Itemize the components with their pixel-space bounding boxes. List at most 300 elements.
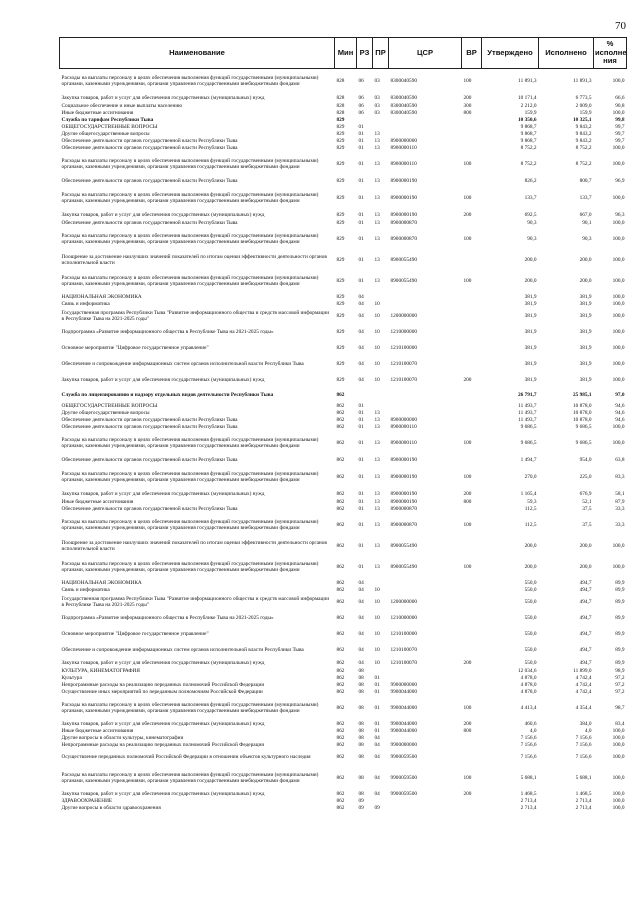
row-min: 862: [336, 402, 345, 409]
row-pct: 87,9: [615, 498, 625, 505]
row-min: 862: [336, 681, 345, 688]
row-approved: 381,9: [524, 312, 537, 319]
row-vr: 100: [463, 774, 472, 781]
table-row: [60, 555, 627, 580]
row-approved: 550,0: [524, 631, 537, 638]
row-pr: 10: [374, 647, 380, 654]
row-pct: 99,7: [615, 123, 625, 130]
row-csr: 8900000870: [390, 521, 417, 528]
row-approved: 8 752,2: [520, 160, 537, 167]
row-approved: 133,7: [524, 194, 537, 201]
row-name: ЗДРАВООХРАНЕНИЕ: [61, 797, 113, 804]
table-row: [60, 643, 627, 659]
row-approved: 9 868,7: [520, 137, 537, 144]
row-name: Обеспечение деятельности органов государственной власти Республики Тыва: [61, 423, 238, 430]
row-min: 862: [336, 416, 345, 423]
table-row: [60, 431, 627, 456]
row-pr: 13: [374, 177, 380, 184]
row-name: Основное мероприятие "Цифровое государственное управление": [61, 631, 209, 638]
row-executed: 381,9: [579, 329, 592, 336]
row-name: Закупка товаров, работ и услуг для обеспечения государственных (муниципальных) нужд: [61, 211, 265, 218]
table-row: [60, 766, 627, 791]
row-csr: [389, 403, 462, 410]
row-pct: 99,7: [615, 130, 625, 137]
row-pr: 13: [374, 439, 380, 446]
row-executed: 4 742,4: [575, 674, 592, 681]
row-pr: 13: [374, 219, 380, 226]
row-csr: 8900055490: [390, 277, 417, 284]
row-executed: 90,1: [582, 219, 592, 226]
row-min: 829: [336, 235, 345, 242]
table-row: [60, 145, 627, 152]
row-csr: 1210000000: [390, 329, 417, 336]
row-csr: 1210100000: [390, 631, 417, 638]
table-row: [60, 538, 627, 555]
row-vr: 100: [463, 704, 472, 711]
row-min: 862: [336, 647, 345, 654]
row-vr: [462, 301, 482, 308]
row-name: Закупка товаров, работ и услуг для обеспечения государственных (муниципальных) нужд: [61, 94, 265, 101]
row-name: ОБЩЕГОСУДАРСТВЕННЫЕ ВОПРОСЫ: [61, 123, 158, 130]
row-executed: 4 354,4: [575, 704, 592, 711]
row-pct: 99,8: [615, 116, 625, 123]
row-vr: [462, 389, 482, 403]
row-executed: 133,7: [579, 194, 592, 201]
row-pr: 10: [374, 659, 380, 666]
table-row: [60, 513, 627, 538]
row-executed: 225,0: [579, 473, 592, 480]
row-pr: 04: [374, 753, 380, 760]
row-vr: 200: [463, 490, 472, 497]
row-rz: 04: [358, 647, 364, 654]
row-pr: 13: [374, 409, 380, 416]
row-pct: 89,9: [615, 659, 625, 666]
row-csr: 8900000110: [390, 423, 417, 430]
table-row: [60, 177, 627, 186]
row-approved: 9 868,7: [520, 123, 537, 130]
row-vr: [462, 131, 482, 138]
row-pct: 97,0: [615, 392, 625, 399]
row-vr: [462, 145, 482, 152]
row-vr: [462, 735, 482, 742]
row-approved: 5 688,1: [520, 774, 537, 781]
row-csr: 9900000000: [390, 681, 417, 688]
row-executed: 494,7: [579, 579, 592, 586]
row-approved: 112,5: [524, 505, 537, 512]
row-min: 829: [336, 219, 345, 226]
row-min: 862: [336, 579, 345, 586]
table-row: [60, 403, 627, 410]
row-approved: 90,3: [527, 235, 537, 242]
row-vr: [462, 117, 482, 124]
row-pr: 10: [374, 586, 380, 593]
row-pct: 100,0: [612, 235, 625, 242]
row-approved: 826,2: [524, 177, 537, 184]
row-pr: 04: [374, 790, 380, 797]
row-pr: 04: [374, 734, 380, 741]
row-pr: 03: [374, 109, 380, 116]
row-csr: 8900000110: [390, 439, 417, 446]
row-vr: 100: [463, 194, 472, 201]
row-vr: 800: [463, 498, 472, 505]
row-executed: 9 686,5: [575, 423, 592, 430]
row-vr: [462, 308, 482, 325]
row-pct: 89,9: [615, 598, 625, 605]
table-row: [60, 410, 627, 417]
row-vr: [462, 294, 482, 301]
row-pct: 99,7: [615, 137, 625, 144]
row-rz: 01: [358, 219, 364, 226]
row-pct: 94,6: [615, 402, 625, 409]
row-csr: 8300040590: [390, 94, 417, 101]
row-executed: 4 742,4: [575, 688, 592, 695]
row-pct: 100,0: [612, 727, 625, 734]
row-csr: 8900000190: [390, 473, 417, 480]
table-row: [60, 325, 627, 341]
row-csr: 9900059500: [390, 753, 417, 760]
row-rz: 08: [358, 790, 364, 797]
row-name: КУЛЬТУРА, КИНЕМАТОГРАФИЯ: [61, 667, 140, 674]
row-rz: 08: [358, 734, 364, 741]
row-vr: [462, 138, 482, 145]
row-min: 829: [336, 377, 345, 384]
row-approved: 200,0: [524, 542, 537, 549]
row-min: 828: [336, 94, 345, 101]
row-vr: [462, 627, 482, 643]
row-approved: 4 878,0: [520, 674, 537, 681]
row-rz: 01: [358, 409, 364, 416]
row-name: Другие вопросы в области здравоохранения: [61, 804, 161, 811]
row-vr: 100: [463, 160, 472, 167]
row-approved: 7 156,6: [520, 734, 537, 741]
row-pct: 100,0: [612, 300, 625, 307]
row-pr: 10: [374, 361, 380, 368]
row-pr: 10: [374, 312, 380, 319]
row-rz: 01: [358, 277, 364, 284]
row-pct: 100,0: [612, 144, 625, 151]
row-csr: 8900000000: [390, 416, 417, 423]
row-pct: 100,0: [612, 277, 625, 284]
row-name: Расходы на выплаты персоналу в целях обеспечения выполнения функций государственными (муниципальными) органами, казенными учреждениями, органами управления государственными внебюджетными фондами: [61, 191, 319, 204]
row-pct: 94,6: [615, 416, 625, 423]
row-approved: 10 171,4: [517, 94, 537, 101]
row-approved: 381,9: [524, 377, 537, 384]
row-min: 829: [336, 293, 345, 300]
header-approved: Утверждено: [482, 38, 539, 69]
row-vr: [462, 357, 482, 373]
row-rz: 01: [358, 498, 364, 505]
row-approved: 550,0: [524, 615, 537, 622]
table-row: [60, 749, 627, 766]
row-name: Закупка товаров, работ и услуг для обеспечения государственных (муниципальных) нужд: [61, 720, 265, 727]
page-number: 70: [615, 20, 626, 32]
row-name: Культура: [61, 674, 82, 681]
row-name: Закупка товаров, работ и услуг для обеспечения государственных (муниципальных) нужд: [61, 490, 265, 497]
row-min: 862: [336, 631, 345, 638]
row-csr: 9900044000: [390, 688, 417, 695]
row-name: Иные бюджетные ассигнования: [61, 498, 134, 505]
table-row: [60, 220, 627, 227]
row-pr: 01: [374, 720, 380, 727]
row-name: Поощрение за достижение наилучших значений показателей по итогам оценки эффективности деятельности органов исполнительной власти: [61, 253, 327, 266]
row-min: 829: [336, 277, 345, 284]
table-row: [60, 124, 627, 131]
row-pr: 01: [374, 727, 380, 734]
header-csr: ЦСР: [389, 38, 462, 69]
table-row: [60, 294, 627, 301]
row-name: Расходы на выплаты персоналу в целях обеспечения выполнения функций государственными (муниципальными) органами, казенными учреждениями, органами управления государственными внебюджетными фондами: [61, 701, 319, 714]
row-min: 829: [336, 194, 345, 201]
table-row: [60, 341, 627, 357]
row-pct: 100,0: [612, 219, 625, 226]
row-name: НАЦИОНАЛЬНАЯ ЭКОНОМИКА: [61, 293, 142, 300]
row-pct: 100,0: [612, 797, 625, 804]
row-pr: [373, 668, 389, 675]
budget-table: [59, 37, 627, 812]
row-csr: 9900000000: [390, 741, 417, 748]
row-approved: 200,0: [524, 256, 537, 263]
row-rz: 01: [358, 256, 364, 263]
row-pr: 04: [374, 741, 380, 748]
row-min: 829: [336, 256, 345, 263]
row-approved: 550,0: [524, 579, 537, 586]
row-name: Обеспечение и сопровождение информационных систем органов исполнительной власти Республики Тыва: [61, 647, 304, 654]
row-pct: 100,0: [612, 329, 625, 336]
row-csr: 8900055490: [390, 542, 417, 549]
table-row: [60, 269, 627, 294]
row-name: Иные бюджетные ассигнования: [61, 109, 134, 116]
row-csr: 8900000190: [390, 177, 417, 184]
row-name: Расходы на выплаты персоналу в целях обеспечения выполнения функций государственными (муниципальными) органами, казенными учреждениями, органами управления государственными внебюджетными фондами: [61, 518, 319, 531]
row-pr: 10: [374, 631, 380, 638]
row-rz: 01: [358, 194, 364, 201]
table-row: [60, 682, 627, 689]
row-rz: 08: [358, 681, 364, 688]
row-min: 862: [336, 598, 345, 605]
row-vr: [462, 682, 482, 689]
row-rz: 08: [358, 674, 364, 681]
row-pr: [373, 117, 389, 124]
row-name: Обеспечение деятельности органов государственной власти Республики Тыва: [61, 144, 238, 151]
row-rz: 01: [358, 439, 364, 446]
row-vr: [462, 749, 482, 766]
row-rz: 04: [358, 345, 364, 352]
row-rz: 04: [358, 293, 364, 300]
table-row: [60, 805, 627, 812]
row-min: 862: [336, 704, 345, 711]
table-row: [60, 611, 627, 627]
row-executed: 494,7: [579, 598, 592, 605]
row-name: Государственная программа Республики Тыва "Развитие информационного общества и средств массовой информации в Республике Тыва на 2021-2025 годы": [61, 309, 330, 322]
row-name: Другие вопросы в области культуры, кинематографии: [61, 734, 184, 741]
row-executed: 8 752,2: [575, 144, 592, 151]
row-pr: 01: [374, 674, 380, 681]
row-pr: 10: [374, 300, 380, 307]
row-rz: 06: [358, 78, 364, 85]
row-csr: [389, 668, 462, 675]
row-approved: 9 868,7: [520, 130, 537, 137]
row-approved: 1 165,4: [520, 490, 537, 497]
row-name: Обеспечение деятельности органов государственной власти Республики Тыва: [61, 456, 238, 463]
row-csr: 8900000190: [390, 194, 417, 201]
row-name: Закупка товаров, работ и услуг для обеспечения государственных (муниципальных) нужд: [61, 659, 265, 666]
row-rz: 01: [358, 235, 364, 242]
row-rz: 04: [358, 377, 364, 384]
row-csr: 8900000000: [390, 137, 417, 144]
row-executed: 4 742,4: [575, 681, 592, 688]
row-vr: 200: [463, 790, 472, 797]
table-row: [60, 721, 627, 728]
row-approved: 381,9: [524, 329, 537, 336]
row-csr: 8300040590: [390, 78, 417, 85]
row-pr: 13: [374, 563, 380, 570]
header-name: Наименование: [60, 38, 335, 69]
row-vr: [462, 611, 482, 627]
row-min: 862: [336, 667, 345, 674]
row-csr: [389, 301, 462, 308]
row-rz: 01: [358, 490, 364, 497]
row-rz: 08: [358, 720, 364, 727]
row-pr: 13: [374, 473, 380, 480]
row-min: 829: [336, 130, 345, 137]
row-csr: 8900000870: [390, 219, 417, 226]
row-vr: [462, 587, 482, 594]
row-csr: 1210100070: [390, 659, 417, 666]
row-vr: [462, 417, 482, 424]
table-row: [60, 117, 627, 124]
row-min: 862: [336, 774, 345, 781]
row-name: Расходы на выплаты персоналу в целях обеспечения выполнения функций государственными (муниципальными) органами, казенными учреждениями, органами управления государственными внебюджетными фондами: [61, 436, 319, 449]
row-pct: 100,0: [612, 160, 625, 167]
table-row: [60, 211, 627, 220]
row-min: 862: [336, 790, 345, 797]
table-row: [60, 791, 627, 798]
row-rz: 08: [358, 704, 364, 711]
row-name: Расходы на выплаты персоналу в целях обеспечения выполнения функций государственными (муниципальными) органами, казенными учреждениями, органами управления государственными внебюджетными фондами: [61, 157, 319, 170]
row-pct: 89,9: [615, 586, 625, 593]
row-min: 862: [336, 797, 345, 804]
row-vr: [462, 410, 482, 417]
row-vr: 200: [463, 94, 472, 101]
row-pr: 01: [374, 688, 380, 695]
row-min: 828: [336, 109, 345, 116]
row-csr: 8900000190: [390, 211, 417, 218]
row-pct: 100,0: [612, 790, 625, 797]
row-csr: 1210100070: [390, 361, 417, 368]
row-min: 829: [336, 361, 345, 368]
row-approved: 1 494,7: [520, 456, 537, 463]
row-executed: 9 686,5: [575, 439, 592, 446]
row-pr: [373, 124, 389, 131]
row-approved: 4 878,0: [520, 681, 537, 688]
row-name: Связь и информатика: [61, 586, 110, 593]
row-vr: 100: [463, 439, 472, 446]
row-executed: 667,0: [579, 211, 592, 218]
row-executed: 9 843,2: [575, 137, 592, 144]
row-csr: 9900059500: [390, 774, 417, 781]
row-rz: 04: [358, 631, 364, 638]
row-executed: 494,7: [579, 631, 592, 638]
row-min: 862: [336, 423, 345, 430]
table-row: [60, 742, 627, 749]
row-rz: 04: [358, 312, 364, 319]
row-min: 828: [336, 78, 345, 85]
row-rz: 08: [358, 741, 364, 748]
row-pct: 100,0: [612, 804, 625, 811]
row-pct: 90,8: [615, 102, 625, 109]
row-min: 862: [336, 521, 345, 528]
row-pr: 13: [374, 498, 380, 505]
table-header-row: [60, 38, 627, 69]
table-row: [60, 456, 627, 465]
row-executed: 6 773,5: [575, 94, 592, 101]
row-pr: 13: [374, 456, 380, 463]
row-min: 862: [336, 674, 345, 681]
row-rz: 08: [358, 688, 364, 695]
row-rz: 06: [358, 102, 364, 109]
row-executed: 37,5: [582, 521, 592, 528]
row-csr: 1200000000: [390, 598, 417, 605]
row-name: Непрограммные расходы на реализацию переданных полномочий Российской Федерации: [61, 681, 265, 688]
row-executed: 7 156,6: [575, 741, 592, 748]
row-pct: 100,0: [612, 741, 625, 748]
row-vr: 100: [463, 277, 472, 284]
row-approved: 2 713,4: [520, 804, 537, 811]
row-approved: 460,6: [524, 720, 537, 727]
row-pr: 13: [374, 194, 380, 201]
row-rz: 08: [358, 727, 364, 734]
row-pr: 13: [374, 542, 380, 549]
row-pr: 09: [374, 804, 380, 811]
row-pct: 98,9: [615, 667, 625, 674]
row-csr: [389, 389, 462, 403]
table-body: [60, 69, 627, 812]
row-pr: [373, 294, 389, 301]
row-csr: 8900000190: [390, 498, 417, 505]
row-name: Расходы на выплаты персоналу в целях обеспечения выполнения функций государственными (муниципальными) органами, казенными учреждениями, органами управления государственными внебюджетными фондами: [61, 771, 319, 784]
row-executed: 384,0: [579, 720, 592, 727]
row-pct: 89,9: [615, 579, 625, 586]
row-csr: 9900044000: [390, 727, 417, 734]
row-pr: 13: [374, 211, 380, 218]
row-csr: [389, 124, 462, 131]
row-rz: 01: [358, 130, 364, 137]
row-approved: 112,5: [524, 521, 537, 528]
table-row: [60, 308, 627, 325]
row-csr: [389, 117, 462, 124]
row-approved: 59,3: [527, 498, 537, 505]
row-min: 862: [336, 720, 345, 727]
row-name: Обеспечение и сопровождение информационных систем органов исполнительной власти Республики Тыва: [61, 361, 304, 368]
row-name: Обеспечение деятельности органов государственной власти Республики Тыва: [61, 416, 238, 423]
row-approved: 550,0: [524, 598, 537, 605]
row-pct: 100,0: [612, 345, 625, 352]
row-name: Закупка товаров, работ и услуг для обеспечения государственных (муниципальных) нужд: [61, 377, 265, 384]
row-min: 862: [336, 753, 345, 760]
row-rz: 04: [358, 329, 364, 336]
table-row: [60, 357, 627, 373]
row-csr: [389, 410, 462, 417]
header-pct: % исполне ния: [594, 38, 627, 69]
row-min: 862: [336, 409, 345, 416]
row-name: Государственная программа Республики Тыва "Развитие информационного общества и средств массовой информации в Республике Тыва на 2021-2025 годы": [61, 595, 330, 608]
row-min: 862: [336, 473, 345, 480]
row-name: Другие общегосударственные вопросы: [61, 409, 150, 416]
row-pct: 33,3: [615, 521, 625, 528]
row-pr: 13: [374, 160, 380, 167]
row-approved: 550,0: [524, 586, 537, 593]
row-pct: 100,0: [612, 734, 625, 741]
